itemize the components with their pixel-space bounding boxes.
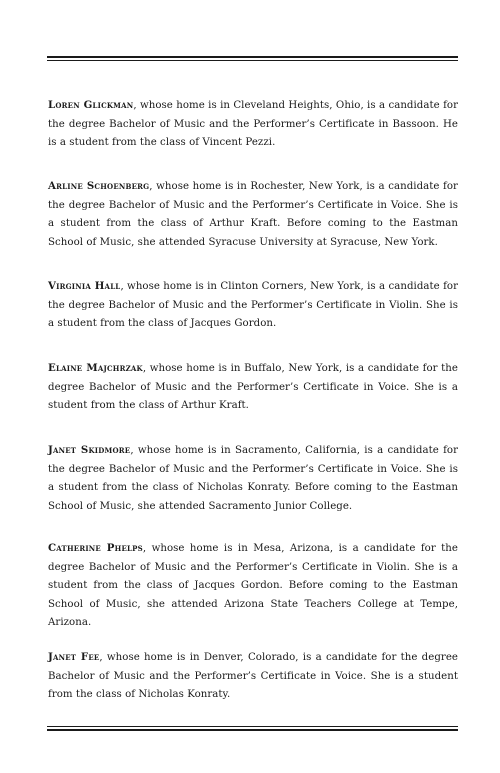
top-rule-thin bbox=[47, 60, 458, 61]
bottom-double-rule bbox=[47, 726, 458, 731]
candidate-name: Janet Skidmore bbox=[48, 444, 131, 456]
candidate-description: , whose home is in Denver, Colorado, is a candidate for the degree Bachelor of Music and the Performer’s Certificate in Voice. She is a student from the class of Nicholas Konraty. bbox=[48, 652, 458, 700]
candidate-entry bbox=[48, 177, 458, 252]
candidate-name: Elaine Majchrzak bbox=[48, 362, 143, 374]
candidate-description: , whose home is in Mesa, Arizona, is a candidate for the degree Bachelor of Music and the Performer’s Certificate in Violin. She is a student from the class of Jacques Gordon. Before coming to the Eastman School of Music, she attended Arizona State Teachers College at Tempe, Arizona. bbox=[48, 543, 458, 628]
candidate-name: Catherine Phelps bbox=[48, 542, 143, 554]
candidate-entry bbox=[48, 359, 458, 416]
candidate-name: Loren Glickman bbox=[48, 99, 134, 111]
candidate-entry bbox=[48, 441, 458, 516]
candidate-name: Janet Fee bbox=[48, 651, 100, 663]
bottom-rule-thin bbox=[47, 726, 458, 727]
candidate-name: Arline Schoenberg bbox=[48, 180, 150, 192]
top-double-rule bbox=[47, 56, 458, 61]
candidate-entry bbox=[48, 648, 458, 705]
candidate-name: Virginia Hall bbox=[48, 280, 121, 292]
candidate-description: , whose home is in Clinton Corners, New York, is a candidate for the degree Bachelor of Music and the Performer’s Certificate in Violin. She is a student from the class of Jacques Gordon. bbox=[48, 281, 458, 329]
candidate-description: , whose home is in Rochester, New York, is a candidate for the degree Bachelor of Music and the Performer’s Certificate in Voice. She is a student from the class of Arthur Kraft. Before coming to the Eastman School of Music, she attended Syracuse University at Syracuse, New York. bbox=[48, 181, 458, 248]
candidate-description: , whose home is in Cleveland Heights, Ohio, is a candidate for the degree Bachelor of Music and the Performer’s Certificate in Bassoon. He is a student from the class of Vincent Pezzi. bbox=[48, 100, 458, 148]
candidate-entry bbox=[48, 96, 458, 153]
candidate-entry bbox=[48, 277, 458, 334]
bottom-rule-thick bbox=[47, 729, 458, 731]
top-rule-thick bbox=[47, 56, 458, 58]
candidate-entry bbox=[48, 539, 458, 633]
candidate-description: , whose home is in Sacramento, California, is a candidate for the degree Bachelor of Music and the Performer’s Certificate in Voice. She is a student from the class of Nicholas Konraty. Before coming to the Eastman School of Music, she attended Sacramento Junior College. bbox=[48, 445, 458, 512]
candidate-description: , whose home is in Buffalo, New York, is a candidate for the degree Bachelor of Music and the Performer’s Certificate in Voice. She is a student from the class of Arthur Kraft. bbox=[48, 363, 458, 411]
